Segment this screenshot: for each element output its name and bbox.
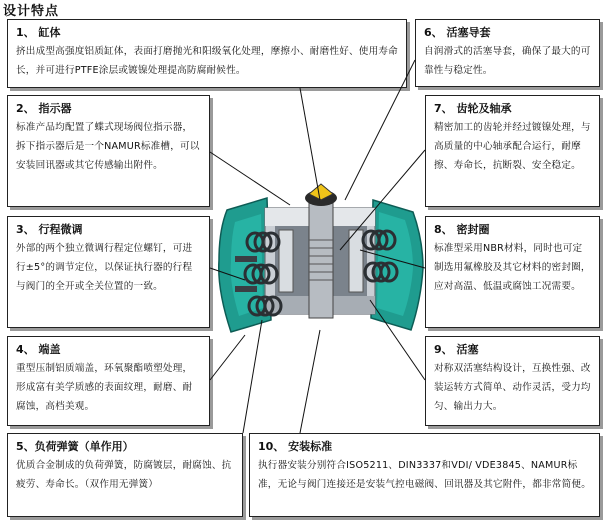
page-title: 设计特点 <box>3 4 60 19</box>
feature-title: 3、 行程微调 <box>16 223 83 236</box>
feature-title: 10、 安装标准 <box>258 440 333 453</box>
feature-box-seal <box>425 216 600 328</box>
piston-left <box>279 230 293 292</box>
feature-text: 执行器安装分别符合ISO5211、DIN3337和VDI/ VDE3845、NAMUR标准，无论与阀门连接还是安装气控电磁阀、回讯器及其它附件，都非常简便。 <box>258 460 591 490</box>
feature-box-end-cap <box>7 336 210 426</box>
feature-title: 1、 缸体 <box>16 26 61 39</box>
feature-text: 对称双活塞结构设计，互换性强、改装运转方式简单、动作灵活，受力均匀、输出力大。 <box>434 363 591 412</box>
feature-text: 外部的两个独立微调行程定位螺钉，可进行±5°的调节定位，以保证执行器的行程与阀门的全开或全关位置的一致。 <box>16 243 193 292</box>
feature-title: 2、 指示器 <box>16 102 72 115</box>
feature-title: 9、 活塞 <box>434 343 479 356</box>
feature-title: 7、 齿轮及轴承 <box>434 102 512 115</box>
feature-text: 标准产品均配置了蝶式现场阀位指示器，拆下指示器后是一个NAMUR标准槽，可以安装回讯器或其它传感输出附件。 <box>16 122 200 171</box>
feature-box-stroke-adjustment <box>7 216 210 328</box>
feature-title: 4、 端盖 <box>16 343 61 356</box>
feature-box-gear-bearing <box>425 95 600 207</box>
feature-box-cylinder <box>7 19 407 88</box>
feature-text: 优质合金制成的负荷弹簧，防腐镀层，耐腐蚀、抗疲劳、寿命长。（双作用无弹簧） <box>16 460 232 490</box>
actuator-cutaway-illustration <box>205 170 430 360</box>
feature-text: 重型压制铝质端盖，环氧聚酯喷塑处理，形成富有美学质感的表面纹理，耐磨、耐腐蚀，高档美观。 <box>16 363 193 412</box>
feature-box-spring <box>7 433 243 517</box>
feature-text: 精密加工的齿轮并经过镀镍处理，与高质量的中心轴承配合运行，耐摩擦、寿命长，抗断裂、安全稳定。 <box>434 122 591 171</box>
feature-text: 标准型采用NBR材料，同时也可定制选用氟橡胶及其它材料的密封圈，应对高温、低温或腐蚀工况需要。 <box>434 243 591 292</box>
feature-box-piston <box>425 336 600 426</box>
feature-box-mounting-standard <box>249 433 600 517</box>
feature-text: 自润滑式的活塞导套，确保了最大的可靠性与稳定性。 <box>424 46 591 76</box>
feature-title: 5、负荷弹簧（单作用） <box>16 440 134 453</box>
feature-box-piston-guide <box>415 19 600 87</box>
stroke-adjustment-screw <box>235 256 257 262</box>
feature-box-indicator <box>7 95 210 207</box>
feature-text: 挤出成型高强度铝质缸体，表面打磨抛光和阳级氧化处理，摩擦小、耐磨性好、使用寿命长，并可进行PTFE涂层或镀镍处理提高防腐耐候性。 <box>16 46 398 76</box>
piston-right <box>349 230 363 292</box>
pinion-shaft <box>309 200 333 318</box>
feature-title: 6、 活塞导套 <box>424 26 491 39</box>
feature-title: 8、 密封圈 <box>434 223 490 236</box>
